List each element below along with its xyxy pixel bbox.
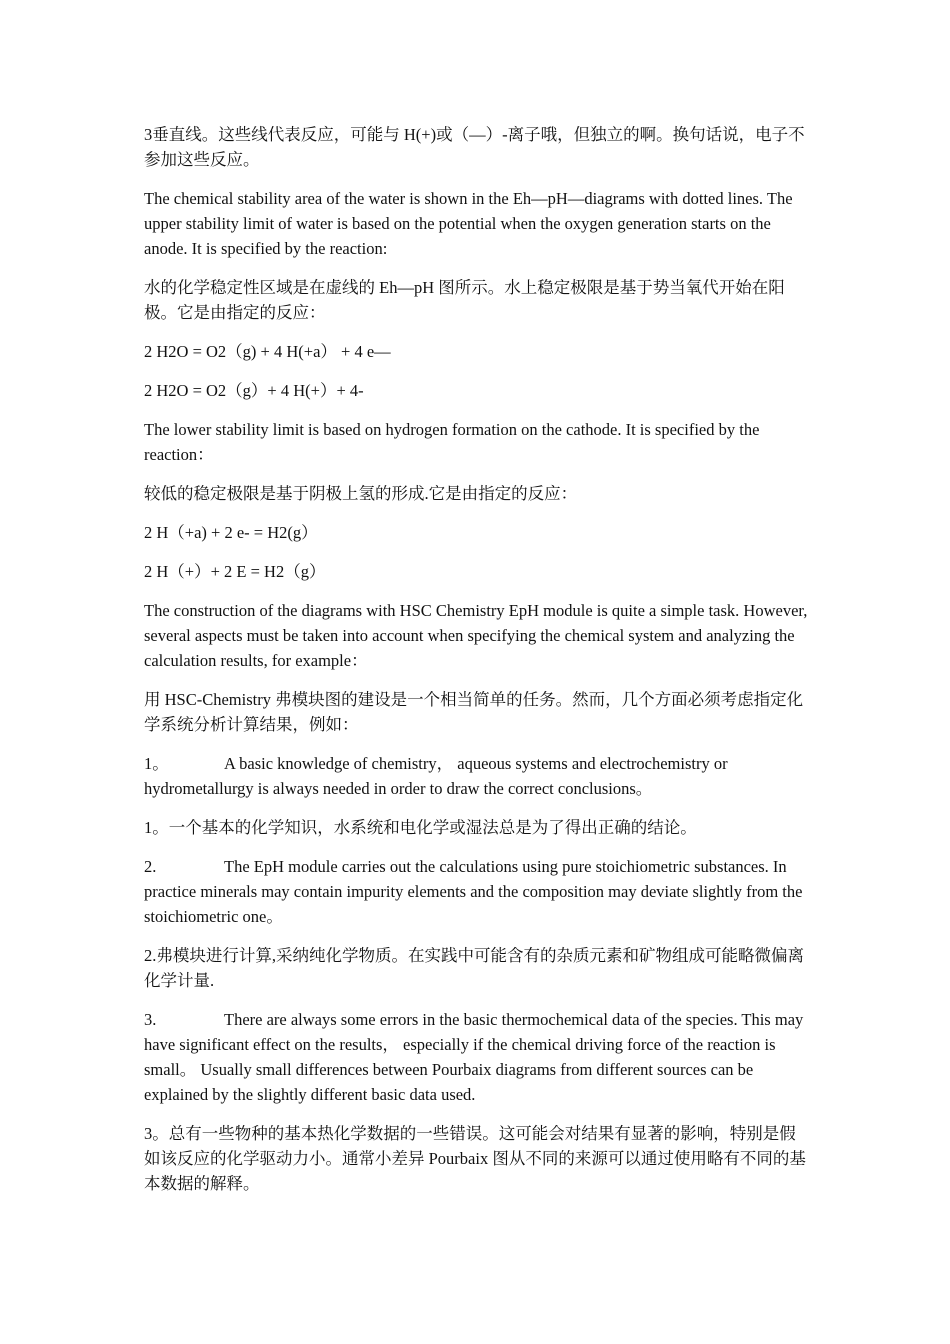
paragraph-text: 3。总有一些物种的基本热化学数据的一些错误。这可能会对结果有显著的影响，特别是假如该反应的化学驱动力小。通常小差异 Pourbaix 图从不同的来源可以通过使用略有不同的基本数据的解释。 (144, 1124, 806, 1193)
list-number: 1。 (144, 754, 169, 773)
list-item-1-cn (144, 815, 810, 840)
document-page (144, 122, 810, 1210)
paragraph-text: The lower stability limit is based on hydrogen formation on the cathode. It is specified by the reaction： (144, 420, 760, 464)
paragraph-text: 水的化学稳定性区域是在虚线的 Eh—pH 图所示。水上稳定极限是基于势当氧代开始在阳极。它是由指定的反应： (144, 278, 785, 322)
equation-text: 2 H（+）+ 2 E = H2（g） (144, 562, 326, 581)
equation-text: 2 H（+a) + 2 e- = H2(g） (144, 523, 318, 542)
list-item-1-en (144, 751, 810, 801)
equation-oxygen-1 (144, 339, 810, 364)
paragraph-lower-limit-en (144, 417, 810, 467)
list-item-text: There are always some errors in the basic thermochemical data of the species. This may have significant effect on the results， especially if the chemical driving force of the reaction is small。 Usually small differences between Pourbaix diagrams from different sources can be explained by the slightly different basic data used. (144, 1010, 804, 1104)
paragraph-text: The chemical stability area of the water is shown in the Eh—pH—diagrams with dotted lines. The upper stability limit of water is based on the potential when the oxygen generation starts on the anode. It is specified by the reaction: (144, 189, 793, 258)
paragraph-text: 用 HSC-Chemistry 弗模块图的建设是一个相当简单的任务。然而，几个方面必须考虑指定化学系统分析计算结果，例如： (144, 690, 804, 734)
paragraph-lower-limit-cn (144, 481, 810, 506)
list-item-text: A basic knowledge of chemistry， aqueous systems and electrochemistry or hydrometallurgy is always needed in order to draw the correct conclusions。 (144, 754, 728, 798)
list-item-text: The EpH module carries out the calculations using pure stoichiometric substances. In practice minerals may contain impurity elements and the composition may deviate slightly from the stoichiometric one。 (144, 857, 803, 926)
equation-text: 2 H2O = O2（g) + 4 H(+a） + 4 e— (144, 342, 391, 361)
equation-oxygen-2 (144, 378, 810, 403)
paragraph-water-stability-en (144, 186, 810, 261)
paragraph-water-stability-cn (144, 275, 810, 325)
list-item-2-cn (144, 943, 810, 993)
list-item-2-en (144, 854, 810, 929)
list-number: 3. (144, 1010, 157, 1029)
paragraph-construction-en (144, 598, 810, 673)
paragraph-vertical-lines-cn (144, 122, 810, 172)
paragraph-construction-cn (144, 687, 810, 737)
paragraph-text: 较低的稳定极限是基于阴极上氢的形成.它是由指定的反应： (144, 484, 578, 503)
paragraph-text: 1。一个基本的化学知识，水系统和电化学或湿法总是为了得出正确的结论。 (144, 818, 697, 837)
list-item-3-en (144, 1007, 810, 1107)
paragraph-text: The construction of the diagrams with HSC Chemistry EpH module is quite a simple task. However, several aspects must be taken into account when specifying the chemical system and analyzing the calculation results, for example： (144, 601, 808, 670)
list-number: 2. (144, 857, 157, 876)
paragraph-text: 2.弗模块进行计算,采纳纯化学物质。在实践中可能含有的杂质元素和矿物组成可能略微偏离化学计量. (144, 946, 804, 990)
equation-hydrogen-1 (144, 520, 810, 545)
paragraph-text: 3垂直线。这些线代表反应，可能与 H(+)或（—）-离子哦，但独立的啊。换句话说，电子不参加这些反应。 (144, 125, 805, 169)
equation-hydrogen-2 (144, 559, 810, 584)
equation-text: 2 H2O = O2（g）+ 4 H(+）+ 4- (144, 381, 364, 400)
list-item-3-cn (144, 1121, 810, 1196)
